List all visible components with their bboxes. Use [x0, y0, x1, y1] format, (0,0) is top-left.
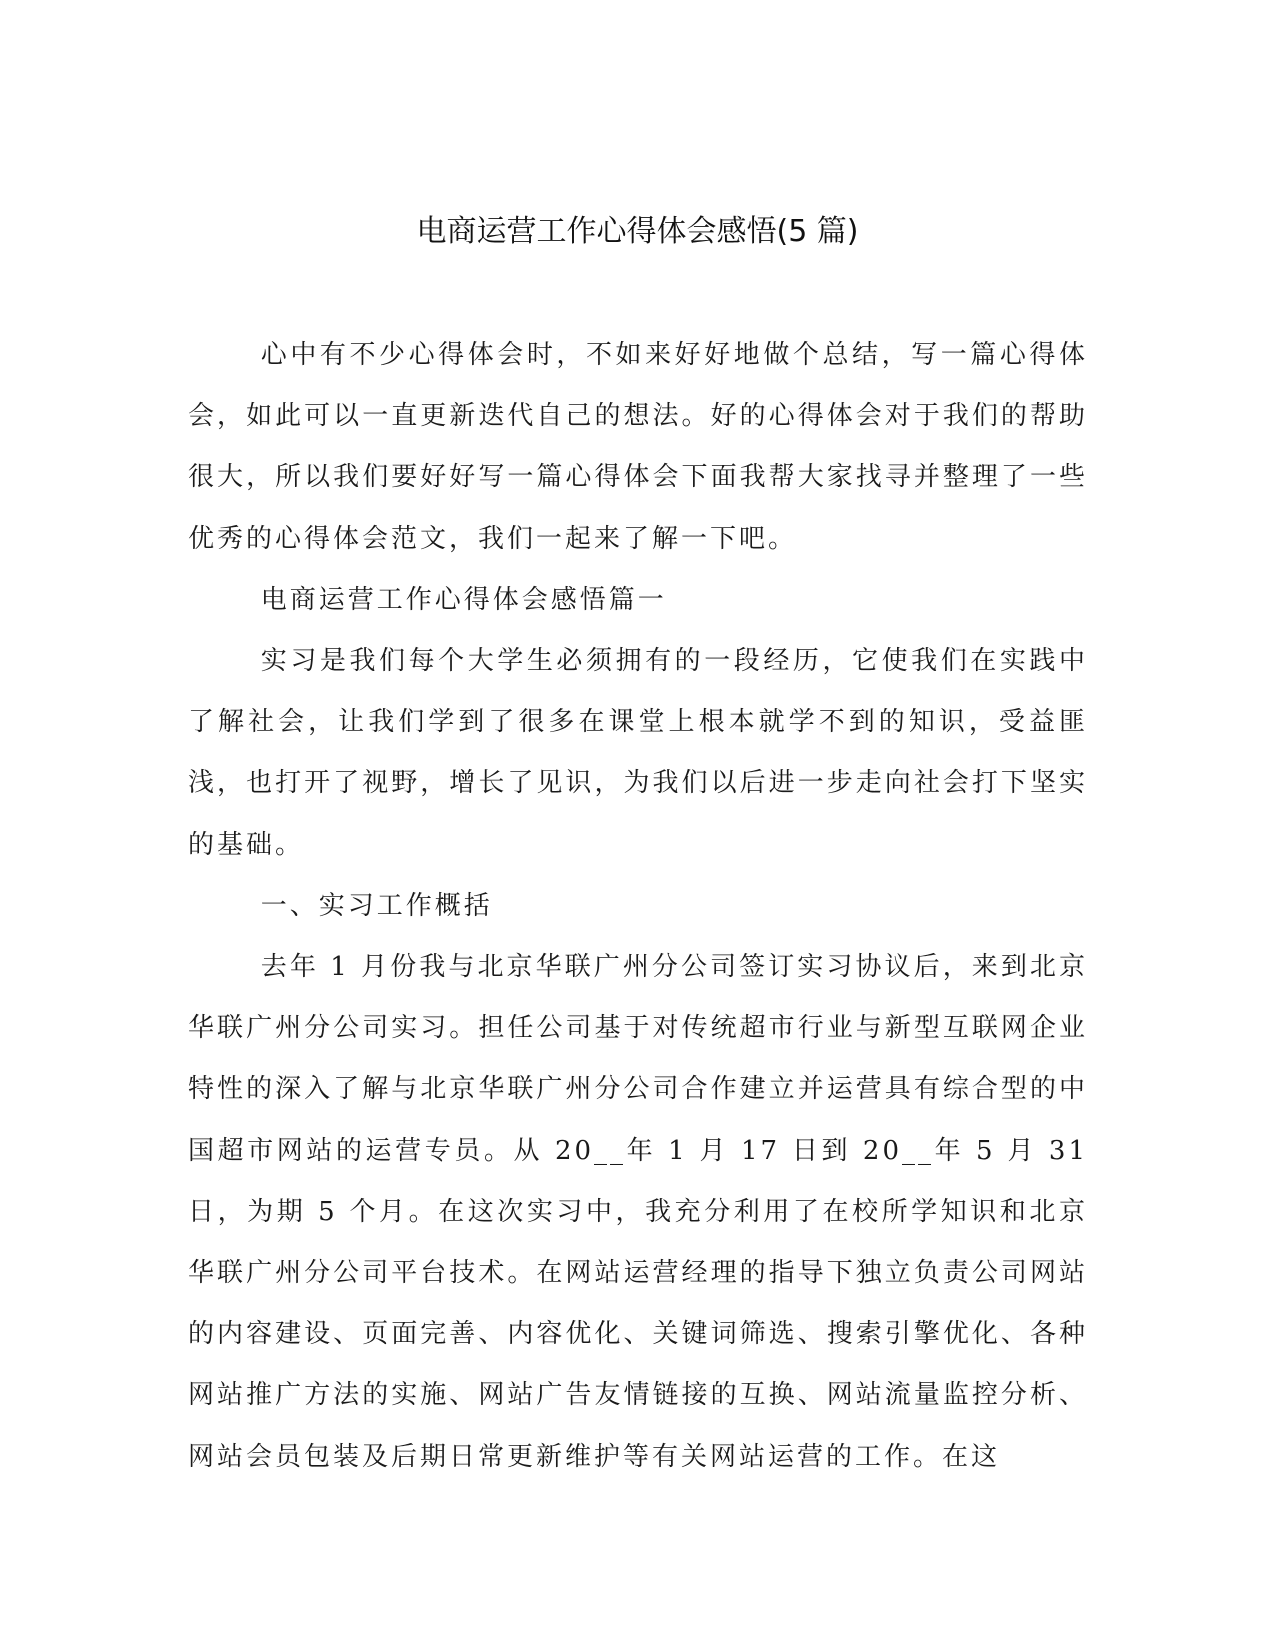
- body-paragraph: 去年 1 月份我与北京华联广州分公司签订实习协议后，来到北京华联广州分公司实习。担任公司基于对传统超市行业与新型互联网企业特性的深入了解与北京华联广州分公司合作建立并运营具有综合型的中国超市网站的运营专员。从 20__年 1 月 17 日到 20__年 5 月 31 日，为期 5 个月。在这次实习中，我充分利用了在校所学知识和北京华联广州分公司平台技术。在网站运营经理的指导下独立负责公司网站的内容建设、页面完善、内容优化、关键词筛选、搜索引擎优化、各种网站推广方法的实施、网站广告友情链接的互换、网站流量监控分析、网站会员包装及后期日常更新维护等有关网站运营的工作。在这: [188, 952, 1088, 1472]
- intro-paragraph: 心中有不少心得体会时，不如来好好地做个总结，写一篇心得体会，如此可以一直更新迭代自己的想法。好的心得体会对于我们的帮助很大，所以我们要好好写一篇心得体会下面我帮大家找寻并整理了一些优秀的心得体会范文，我们一起来了解一下吧。: [188, 340, 1088, 554]
- document-title: 电商运营工作心得体会感悟(5 篇): [416, 214, 859, 249]
- subsection-heading: 一、实习工作概括: [260, 890, 493, 921]
- body-paragraph: 实习是我们每个大学生必须拥有的一段经历，它使我们在实践中了解社会，让我们学到了很多在课堂上根本就学不到的知识，受益匪浅，也打开了视野，增长了见识，为我们以后进一步走向社会打下坚实的基础。: [188, 646, 1088, 860]
- section-heading-part-one: 电商运营工作心得体会感悟篇一: [260, 584, 667, 615]
- document-body: [188, 325, 1088, 1488]
